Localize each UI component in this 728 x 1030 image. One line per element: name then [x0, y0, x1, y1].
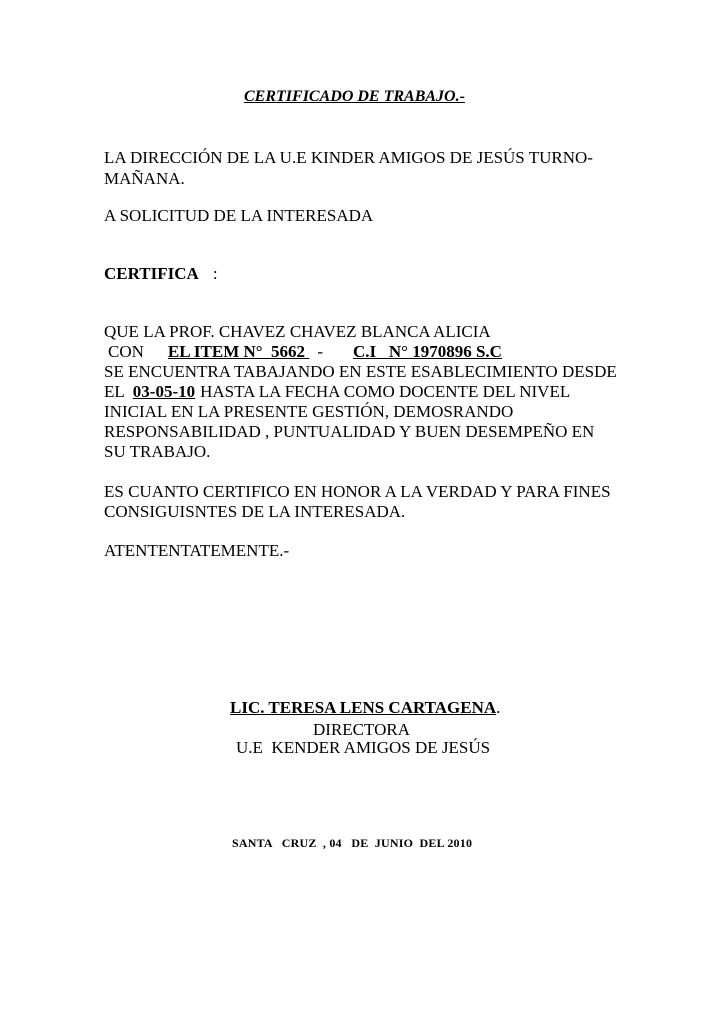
signature-block	[230, 698, 500, 718]
el-label: EL	[104, 382, 125, 401]
signatory-name-period: .	[496, 698, 501, 717]
certifica-colon: :	[212, 264, 218, 283]
document-title: CERTIFICADO DE TRABAJO.-	[244, 88, 465, 105]
certifica-heading	[104, 264, 218, 284]
signatory-name: LIC. TERESA LENS CARTAGENA	[230, 698, 497, 717]
certifica-label: CERTIFICA	[104, 264, 199, 283]
regards-line: ATENTENTATEMENTE.-	[104, 541, 290, 560]
place-date: SANTA CRUZ , 04 DE JUNIO DEL 2010	[232, 836, 473, 850]
body-line-5: INICIAL EN LA PRESENTE GESTIÓN, DEMOSRANDO	[104, 402, 514, 421]
start-date: 03-05-10	[132, 382, 196, 401]
body-line-7: SU TRABAJO.	[104, 442, 211, 461]
signatory-org: U.E KENDER AMIGOS DE JESÚS	[236, 738, 491, 757]
intro-line-1: LA DIRECCIÓN DE LA U.E KINDER AMIGOS DE JESÚS TURNO-	[104, 148, 593, 167]
closing-line-2: CONSIGUISNTES DE LA INTERESADA.	[104, 502, 406, 521]
closing-line-1: ES CUANTO CERTIFICO EN HONOR A LA VERDAD Y PARA FINES	[104, 482, 611, 501]
body-line-6: RESPONSABILIDAD , PUNTUALIDAD Y BUEN DESEMPEÑO EN	[104, 422, 595, 441]
body-line-2	[104, 342, 502, 362]
item-number: EL ITEM N° 5662	[167, 342, 310, 361]
body-line-4-rest: HASTA LA FECHA COMO DOCENTE DEL NIVEL	[200, 382, 571, 401]
body-line-1: QUE LA PROF. CHAVEZ CHAVEZ BLANCA ALICIA	[104, 322, 491, 341]
con-label: CON	[108, 342, 144, 361]
item-dash: -	[317, 342, 323, 361]
body-line-4	[104, 382, 570, 402]
body-line-3: SE ENCUENTRA TABAJANDO EN ESTE ESABLECIMIENTO DESDE	[104, 362, 617, 381]
intro-line-2: MAÑANA.	[104, 169, 185, 188]
ci-number: C.I N° 1970896 S.C	[352, 342, 502, 361]
request-line: A SOLICITUD DE LA INTERESADA	[104, 206, 374, 225]
signatory-role: DIRECTORA	[313, 720, 410, 739]
